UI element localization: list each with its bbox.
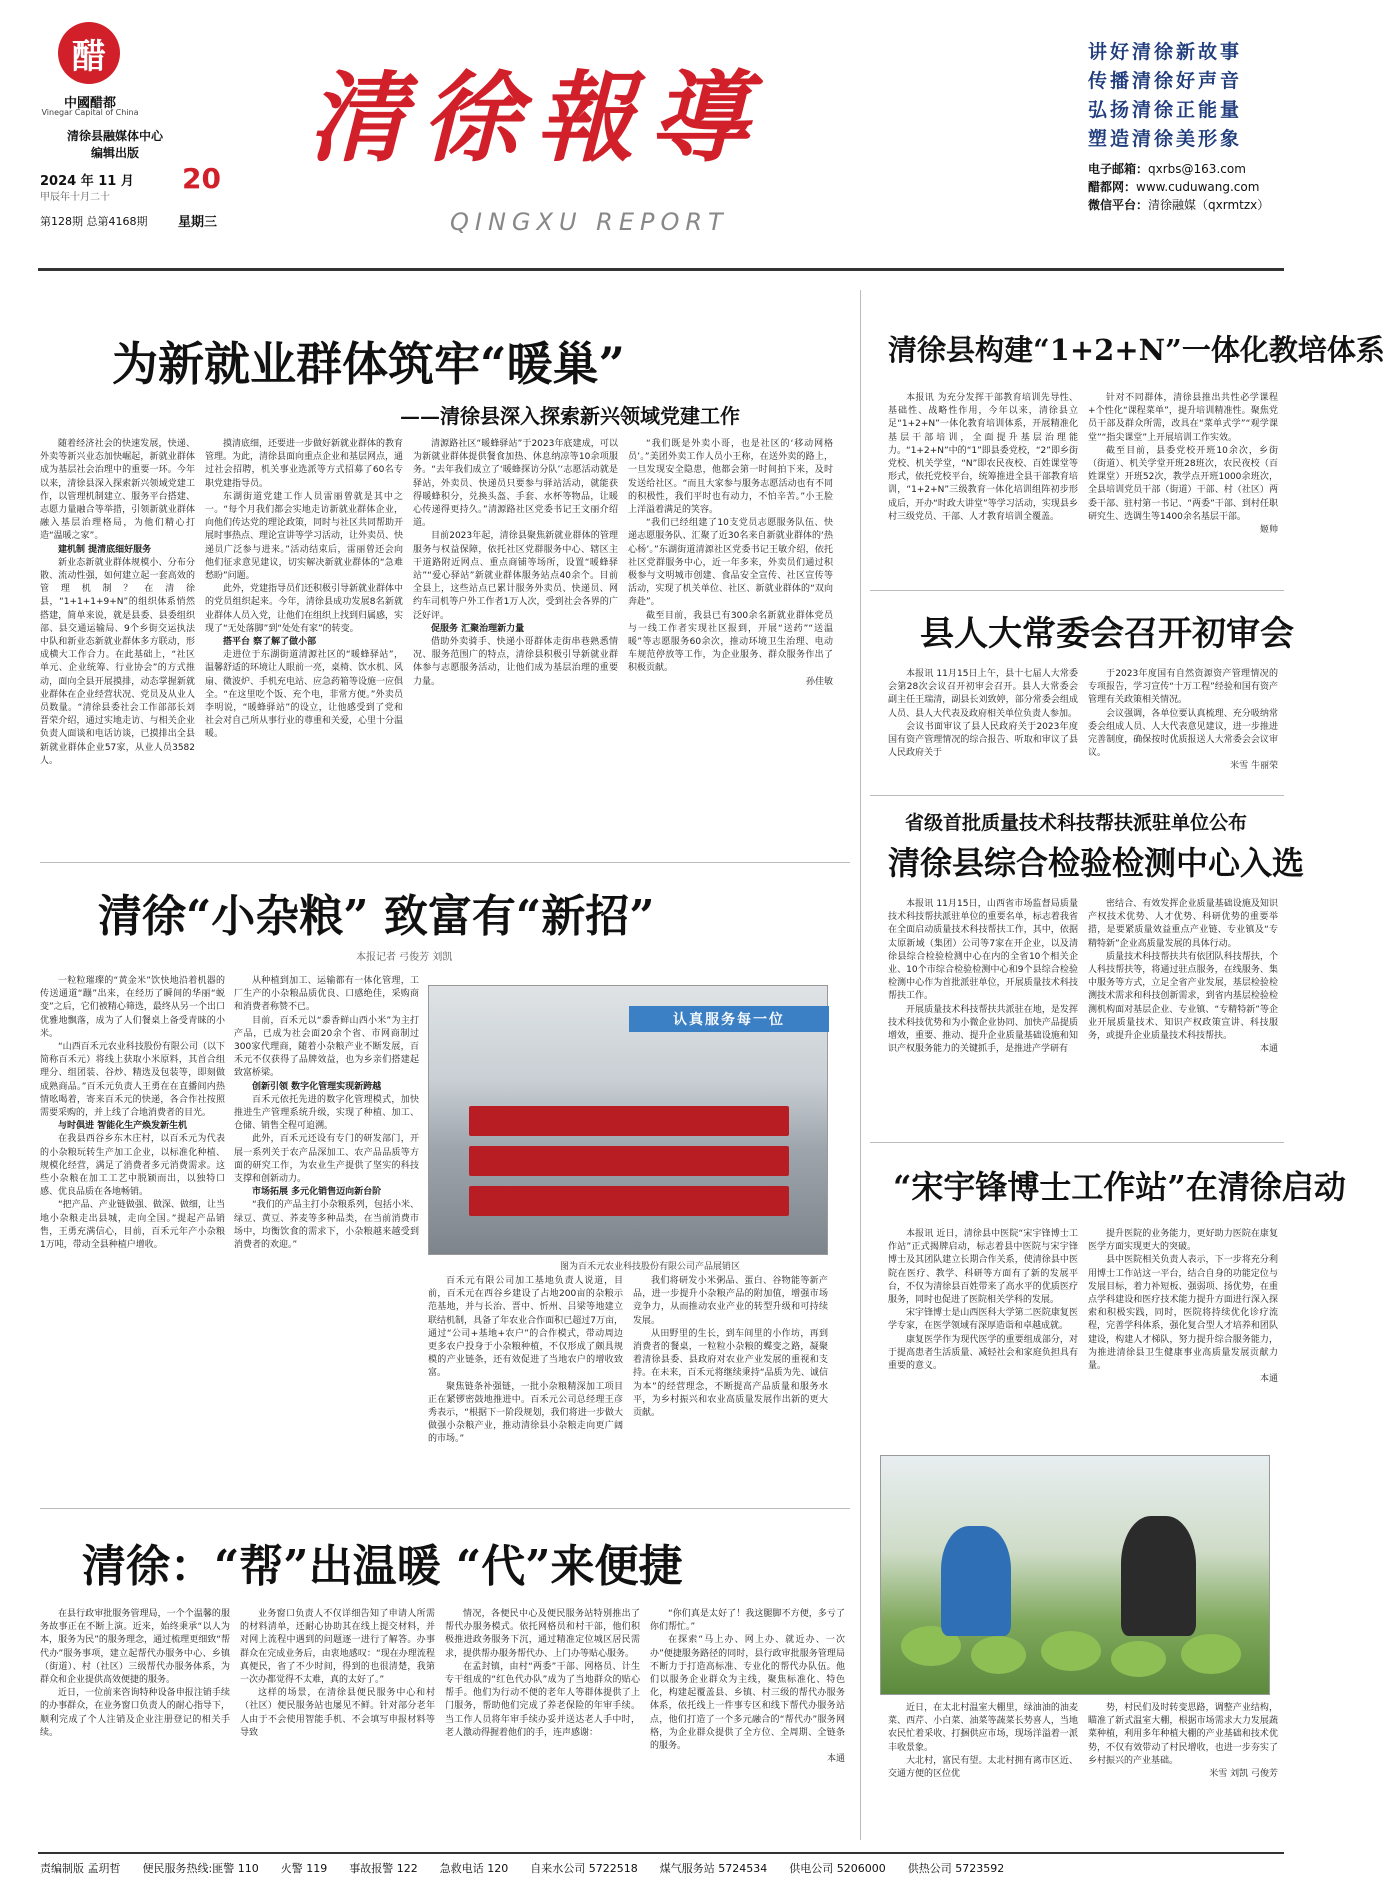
footer-item: 责编制版 孟玥哲	[40, 1862, 121, 1875]
article-1-subtitle: ——清徐县深入探索新兴领域党建工作	[400, 404, 740, 428]
section-heading: 建机制 提清底细好服务	[58, 544, 152, 555]
section-heading: 创新引领 数字化管理实现新跨越	[252, 1081, 382, 1092]
article-5-byline: 本报记者 弓俊芳 刘凯	[356, 952, 453, 963]
paragraph: 随着经济社会的快速发展，快递、外卖等新兴业态加快崛起，新就业群体成为基层社会治理中的重要一环。今年以来，清徐县深入探索新兴领域党建工作，以管理机制建立、服务平台搭建、志愿力量融合等举措，引领新就业群体融入基层治理格局，为他们精心打造“温暖之家”。	[40, 439, 195, 542]
email-label: 电子邮箱：	[1088, 162, 1149, 176]
lunar-date: 甲辰年十月二十	[40, 192, 110, 203]
article-6-col-2	[1088, 1228, 1278, 1433]
paragraph: 大北村，富民有望。太北村拥有离市区近、交通方便的区位优	[888, 1755, 1078, 1780]
footer-item: 煤气服务站 5724534	[659, 1862, 768, 1875]
paragraph: 百禾元依托先进的数字化管理模式，加快推进生产管理系统升级，实现了种植、加工、仓储、销售全程可追溯。	[234, 1094, 419, 1132]
paragraph: 开展质量技术科技帮扶共派驻在地，是发挥技术科技优势和为小微企业协同、加快产品提质增效，重要、推动、提升企业质量基础设施和知识产权服务能力的关键抓手，是推进产学研有	[888, 1004, 1078, 1055]
site-label: 醋都网：	[1088, 180, 1137, 194]
wechat-label: 微信平台：	[1088, 198, 1149, 212]
article-4-col-2	[1088, 898, 1278, 1133]
divider	[40, 862, 850, 863]
article-2-col-1	[888, 392, 1078, 582]
paragraph: 密结合、有效发挥企业质量基础设施及知识产权技术优势、人才优势、科研优势的重要举措，是要紧质量效益重点产业链、专业镇及“专精特新”企业高质量发展的具体行动。	[1088, 899, 1278, 949]
byline: 本通	[826, 1754, 845, 1765]
paragraph: 于2023年度国有自然资源资产管理情况的专项报告，学习宣传“十万工程”经验和国有资产管理有关政策相关情况。	[1088, 669, 1278, 706]
article-1-col-3	[413, 438, 618, 828]
logo-emblem	[58, 22, 120, 84]
issue-number: 第128期 总第4168期	[40, 215, 148, 228]
paragraph: 在我县西谷乡东木庄村，以百禾元为代表的小杂粮玩转生产加工企业，以标准化种植、规模化经营，满足了消费者多元消费需求。这些小杂粮在加工工艺中脱颖而出，以独特口感、优良品质在各地畅销。	[40, 1134, 225, 1198]
paragraph: 新业态新就业群体规模小、分布分散、流动性强，如何建立起一套高效的管理机制？在清徐县，“1+1+1+9+N”的组织体系悄然搭建，简单来说，就是县委、县委组织部、县交通运输局、9个乡街交运执法中队和新业态新就业群体多方联动，形成横大工作合力。在此基础上，“社区单元、企业统筹、行业协会”的方式推动，面向全县开展摸排，动态掌握新就业群体在企业经营状况、党员及从业人员数量。“清徐县委社会工作部部长刘晋荣介绍，通过实地走访、与相关企业负责人面谈和电话访谈，已摸排出全县新就业群体企业57家，从业人员3582人。	[40, 557, 195, 766]
article-1-col-1	[40, 438, 195, 828]
paragraph: 从田野里的生长，到车间里的小作坊，再到消费者的餐桌，一粒粒小杂粮的蝶变之路，凝聚着清徐县委、县政府对农业产业发展的重视和支持。在未来，百禾元将继续秉持“品质为先、诚信为本”的经营理念，不断提高产品质量和服务水平，为乡村振兴和农业高质量发展作出新的更大贡献。	[633, 1328, 828, 1419]
paragraph: 目前，百禾元以“黍香鲜山西小米”为主打产品，已成为社会面20余个省、市网商制过300家代理商，随着小杂粮产业不断发展，百禾元不仅获得了品牌效益，也为乡亲们搭建起致富桥梁。	[234, 1015, 419, 1079]
masthead-rule	[38, 268, 1284, 271]
paragraph: 在县行政审批服务管理局，一个个温馨的服务故事正在不断上演。近来，始终秉承“以人为本，服务为民”的服务理念，通过梳理更细致“帮代办”服务事项，建立起帮代办服务中心、乡镇（街道）、村（社区）三级帮代办服务体系，为群众和企业提供高效便捷的服务。	[40, 1609, 230, 1686]
paragraph: 百禾元有限公司加工基地负责人说道，目前，百禾元在西谷乡建设了占地200亩的杂粮示范基地，并与长治、晋中、忻州、吕梁等地建立联结机制，具备了年农业合作面积已超过7万亩，通过“公司+基地+农户”的合作模式，带动周边更多农户投身于小杂粮种植，不仅形成了颇具规模的产业链条，还有效促进了当地农户的增收致富。	[428, 1276, 623, 1379]
paragraph: “我们已经组建了10支党员志愿服务队伍、快递志愿服务队、汇聚了近30名来自新就业群体的‘热心杨’。”东湖街道清源社区党委书记王敏介绍，依托社区党群服务中心，近一年多来，外卖员们通过积极参与文明城市创建、食品安全宣传、社区宣传等活动，实现了机关单位、社区、新就业群体的“双向奔赴”。	[628, 518, 833, 608]
article-1-col-2	[205, 438, 403, 828]
paragraph: “山西百禾元农业科技股份有限公司（以下简称百禾元）将线上获取小米原料，其首合组理分、组团装、谷炒、精选及包装等，即刻做成熟商品。”百禾元负责人王勇在在直播间内热情吆喝着，寄来百禾元的快递，各合作社按照需要采购的，并上线了合地消费者的目光。	[40, 1042, 225, 1119]
article-7-title: 清徐：“帮”出温暖 “代”来便捷	[82, 1541, 683, 1592]
article-7-col-4	[650, 1608, 845, 1846]
article-4-title: 清徐县综合检验检测中心入选	[888, 844, 1305, 882]
paragraph: 康复医学作为现代医学的重要组成部分，对于提高患者生活质量、减轻社会和家庭负担具有重要的意义。	[888, 1334, 1078, 1372]
newspaper-flag: 清徐報導	[308, 61, 765, 176]
byline: 孙佳敏	[805, 676, 833, 687]
site-value: www.cuduwang.com	[1136, 180, 1260, 194]
contact-info	[1088, 160, 1269, 214]
article-3-title: 县人大常委会召开初审会	[920, 614, 1294, 654]
paragraph: 这样的场景，在清徐县便民服务中心和村（社区）便民服务站也屡见不鲜。针对部分老年人由于不会使用智能手机、不会填写申报材料等导致	[240, 1688, 435, 1738]
paragraph: 清源路社区“暖蜂驿站”于2023年底建成，可以为新就业群体提供餐食加热、休息纳凉等10余项服务。“去年我们成立了‘暖蜂探访分队’‘志愿活动就是驿站，外卖员、快递员只要参与驿站活动，就能获得暖蜂积分，兑换头盔、手套、水杯等物品，让暖心传递得更持久。”清源路社区党委书记王文丽介绍道。	[413, 439, 618, 529]
slogan: 弘扬清徐正能量	[1088, 99, 1243, 121]
divider	[870, 795, 1284, 796]
paragraph: 质量技术科技帮扶共有依团队科技帮扶，个人科技帮扶等，将通过驻点服务，在线服务、集中服务等方式，立足全省产业发展，基层检验检测技术需求和科技创新需求，到省内基层检验检测机构面对基层企业、专业镇、“专精特新”等企业开展质量技术、知识产权政策宣讲、科技服务，或提升企业质量技术科技帮扶。	[1088, 951, 1278, 1042]
footer-item: 便民服务热线:匪警 110	[142, 1862, 259, 1875]
paragraph: 会议书面审议了县人民政府关于2023年度国有资产管理情况的综合报告、听取和审议了县人民政府关于	[888, 721, 1078, 759]
paragraph: 我们将研发小米粥品、蛋白、谷物能等新产品，进一步提升小杂粮产品的附加值，增强市场竞争力，从而推动农业产业的转型升级和可持续发展。	[633, 1276, 828, 1326]
slogans	[1088, 38, 1242, 154]
article-8-col-2	[1088, 1702, 1278, 1842]
article-4-kicker: 省级首批质量技术科技帮扶派驻单位公布	[905, 812, 1248, 834]
article-7-col-1	[40, 1608, 230, 1846]
paragraph: 一粒粒璀璨的“黄金米”饮快地沿着机器的传送通道“蹦”出来，在经历了瞬间的华丽“蜕变”之后，它们被精心筛选，最终从另一个出口优雅地飘落，成为了人们餐桌上备受青睐的小米。	[40, 976, 225, 1039]
paragraph: “把产品、产业链做强、做深、做细，让当地小杂粮走出县城，走向全国。”提起产品销售，王勇充满信心，目前，百禾元年产小杂粮1万吨，带动全县种植户增收。	[40, 1200, 225, 1251]
logo-char: 醋	[72, 36, 106, 77]
article-6-col-1	[888, 1228, 1078, 1433]
paragraph: 目前2023年起，清徐县聚焦新就业群体的管理服务与权益保障，依托社区党群服务中心、辖区主干道路附近网点、重点商铺等场所，设置“暖蜂驿站”“爱心驿站”新就业群体服务站点40余个。目前全县上，这些站点已累计服务外卖员、快递员、网约车司机等户外工作者1万人次，受到社会各界的广泛好评。	[413, 531, 618, 621]
newspaper-flag-latin: QINGXU REPORT	[450, 208, 729, 236]
email-value: qxrbs@163.com	[1148, 162, 1246, 176]
paragraph: 针对不同群体，清徐县推出共性必学课程+个性化“课程菜单”，提升培训精准性。聚焦党员干部及群众所需，改具在“菜单式学”“观学课堂”“指尖课堂”上开展培训工作实效。	[1088, 393, 1278, 443]
publisher	[40, 128, 190, 162]
article-4-col-1	[888, 898, 1078, 1133]
section-heading: 促服务 汇聚治理新力量	[431, 623, 525, 634]
paragraph: 借助外卖骑手、快递小哥群体走街串巷熟悉情况、服务范围广的特点，清徐县积极引导新就业群体参与志愿服务活动，让他们成为基层治理的重要力量。	[413, 637, 618, 687]
footer-service-lines	[40, 1860, 1280, 1876]
footer-item: 供电公司 5206000	[789, 1862, 886, 1875]
wechat-value: 清徐融媒（qxrmtzx）	[1148, 198, 1270, 212]
paragraph: 会议强调，各单位要认真梳理、充分吸纳常委会组成人员、人大代表意见建议，进一步推进完善制度，确保按时优质报送人大常委会会议审议。	[1088, 708, 1278, 759]
paragraph: 聚焦链条补强链，一批小杂粮精深加工项目正在紧锣密鼓地推进中。百禾元公司总经理王彦秀表示，“根据下一阶段规划，我们将进一步做大做强小杂粮产业，推动清徐县小杂粮走向更广阔的市场。”	[428, 1381, 623, 1445]
paragraph: 宋宇锋博士是山西医科大学第二医院康复医学专家，在医学领域有深厚造诣和卓越成就。	[888, 1308, 1078, 1332]
slogan: 讲好清徐新故事	[1088, 41, 1243, 63]
paragraph: “我们既是外卖小哥，也是社区的‘移动网格员’。”美团外卖工作人员小王称，在送外卖的路上，一旦发现安全隐患，他都会第一时间拍下来，及时发送给社区。“而且大家参与服务志愿活动也有不同的积极性，我们平时也有动力，不怕辛苦。”小王脸上洋溢着满足的笑容。	[628, 439, 833, 516]
paragraph: 本报讯 为充分发挥干部教育培训先导性、基础性、战略性作用，今年以来，清徐县立足“1+2+N”一体化教育培训体系，开展精准化基层干部培训，全面提升基层治理能力。“1+2+N”中的“1”即县委党校，“2”即乡街党校、机关学堂，“N”即农民夜校、百姓课堂等形式，依托党校平台，统筹推进全县干部教育培训，“1+2+N”三级教育一体化培训组阵初步形成后，开办“时政大讲堂”等学习活动，实现县乡村三级党员、干部、人才教育培训全覆盖。	[888, 393, 1078, 522]
footer-rule	[38, 1852, 1284, 1854]
paragraph: 业务窗口负责人不仅详细告知了申请人所需的材料清单，还耐心协助其在线上提交材料，并对网上流程中遇到的问题逐一进行了解答。办事群众在完成业务后，由衷地感叹：“现在办理流程真便民，省了不少时间，得到的也很清楚，我第一次办都觉得不太难，真的太好了。”	[240, 1609, 435, 1686]
slogan: 传播清徐好声音	[1088, 70, 1243, 92]
section-heading: 与时俱进 智能化生产焕发新生机	[58, 1121, 188, 1132]
article-5-col-2	[234, 975, 419, 1495]
paragraph: 截至目前，我县已有300余名新就业群体党员与一线工作者实现社区报到，开展“送药”“送温暖”等志愿服务60余次，推动环境卫生治理、电动车规范停放等工作，为企业服务、群众服务作出了积极贡献。	[628, 610, 833, 674]
brand-subtitle: Vinegar Capital of China	[41, 108, 139, 117]
paragraph: 本报讯 11月15日上午，县十七届人大常委会第28次会议召开初审会召开。县人大常委会副主任王瑞清，副县长刘致婷，部分常委会组成人员、县人大代表及政府相关单位负责人参加。	[888, 669, 1078, 719]
footer-item: 急救电话 120	[439, 1862, 509, 1875]
paragraph: 在探索“马上办、网上办、就近办、一次办”便捷服务路径的同时，县行政审批服务管理局不断力于打造高标准、专业化的帮代办队伍。他们以服务企业群众为主线，聚焦标准化、特色化，构建起覆盖县、乡镇、村三级的帮代办服务体系，依托线上一件事专区和线下帮代办服务站点，他们打造了一个多元融合的“帮代办”服务网格，为企业群众提供了全方位、全周期、全链条的服务。	[650, 1635, 845, 1752]
paragraph: 近日，在太北村温室大棚里，绿油油的油麦菜、西芹、小白菜、油菜等蔬菜长势喜人，当地农民忙着采收、打捆供应市场，现场洋溢着一派丰收景象。	[888, 1703, 1078, 1753]
divider	[870, 1142, 1284, 1143]
paragraph: 本报讯 11月15日，山西省市场监督局质量技术科技帮扶派驻单位的重要名单，标志着我省在全面启动质量技术科技帮扶工作，其中，依据太原新域（集团）公司等7家在开企业，以及清徐县综合检验检测中心在内的全省10个相关企业、10个市综合检验检测中心和9个县综合检验检测中心作为首批派驻单位，开展质量技术科技帮扶工作。	[888, 899, 1078, 1002]
section-heading: 搭平台 察了解了做小部	[223, 637, 317, 648]
greenhouse-vegetable-photo	[880, 1455, 1270, 1695]
paragraph: 摸清底细，还要进一步做好新就业群体的教育管理。为此，清徐县面向重点企业和基层网点，通过社会招聘，机关事业选派等方式招募了60名专职党建指导员。	[205, 439, 404, 489]
paragraph: 情况，各便民中心及便民服务站特别推出了帮代办服务模式。依托网格员和村干部，他们积极推进政务服务下沉，通过精准定位城区居民需求，提供帮办服务帮代办、上门办等贴心服务。	[445, 1609, 640, 1659]
byline: 米雪 牛丽荣	[1230, 761, 1278, 772]
article-7-col-3	[445, 1608, 640, 1846]
brand-name: 中國醋都	[63, 96, 116, 111]
paragraph: 在孟封镇，由村“两委”干部、网格员、计生专干组成的“红色代办队”成为了当地群众的贴心帮手。他们为行动不便的老年人等群体提供了上门服务，帮助他们完成了养老保险的年审手续。当工作人员将年审手续办妥并送达老人手中时，老人激动得握着他们的手，连声感谢：	[445, 1661, 640, 1738]
byline: 本通	[1259, 1374, 1278, 1385]
paragraph: 此外，党建指导员们还积极引导新就业群体中的党员组织起来。今年，清徐县成功发展8名新就业群体人员入党，让他们在组织上找到归属感，实现了“无处落脚”到“处处有家”的转变。	[205, 584, 404, 634]
footer-item: 火警 119	[280, 1862, 328, 1875]
article-2-title: 清徐县构建“1+2+N”一体化教培体系	[888, 333, 1385, 367]
issue-date-year-month: 2024 年 11 月	[40, 174, 134, 189]
article-5-title: 清徐“小杂粮” 致富有“新招”	[98, 891, 655, 942]
weekday: 星期三	[178, 215, 218, 230]
footer-item: 事故报警 122	[349, 1862, 418, 1875]
photo-caption: 图为百禾元农业科技股份有限公司产品展销区	[560, 1262, 741, 1272]
slogan: 塑造清徐美形象	[1088, 128, 1243, 150]
photo-banner: 认真服务每一位	[629, 1006, 829, 1032]
article-5-col-1	[40, 975, 225, 1495]
column-divider	[860, 290, 861, 1840]
article-1-title: 为新就业群体筑牢“暖巢”	[112, 337, 625, 391]
article-5-col-4	[633, 1275, 828, 1495]
paragraph: 从种植到加工、运输都有一体化管理，工厂生产的小杂粮品质优良、口感绝佳，采购商和消费者称赞不已。	[234, 976, 419, 1013]
section-heading: 市场拓展 多元化销售迈向新台阶	[252, 1187, 382, 1198]
product-showroom-photo	[428, 985, 828, 1255]
issue-date-day: 20	[182, 162, 221, 195]
byline: 本通	[1259, 1044, 1278, 1055]
article-5-col-3	[428, 1275, 623, 1495]
article-3-col-1	[888, 668, 1078, 788]
paragraph: “我们的产品主打小杂粮系列，包括小米、绿豆、黄豆、荞麦等多种品类，在当前消费市场中，均衡饮食的需求下，小杂粮越来越受到消费者的欢迎。”	[234, 1200, 419, 1251]
paragraph: 县中医院相关负责人表示，下一步将充分利用博士工作站这一平台，结合自身的功能定位与发展目标，着力补短板、强弱项、扬优势，在重点学科建设和医疗技术能力提升方面进行深入探索和积极实践，同时，医院将持续优化诊疗流程，完善学科体系，强化复合型人才培养和团队建设，构建人才梯队，努力提升综合服务能力，为推进清徐县卫生健康事业高质量发展贡献力量。	[1088, 1255, 1278, 1372]
publisher-line-1: 清徐县融媒体中心	[66, 129, 163, 143]
byline: 米雪 刘凯 弓俊芳	[1209, 1769, 1278, 1780]
article-1-col-4	[628, 438, 833, 828]
article-3-col-2	[1088, 668, 1278, 788]
paragraph: 此外，百禾元还设有专门的研发部门，开展一系列关于农产品深加工、农产品品质等方面的研究工作，为农业生产提供了坚实的科技支撑和创新动力。	[234, 1134, 419, 1185]
paragraph: 近日，一位前来咨询特种设备申报注销手续的办事群众，在业务窗口负责人的耐心指导下，顺利完成了个人注销及企业注册登记的相关手续。	[40, 1688, 230, 1738]
paragraph: 东湖街道党建工作人员雷丽曾就是其中之一。“每个月我们都会实地走访新就业群体企业，向他们传达党的理论政策，同时与社区共同帮助开展时事热点、理论宣讲等学习活动，让外卖员、快递员广泛参与进来。”活动结束后，雷丽曾还会向他们征求意见建议，切实解决新就业群体的“急难愁盼”问题。	[205, 491, 404, 582]
paragraph: “你们真是太好了！我这腿脚不方便，多亏了你们帮忙。”	[650, 1609, 845, 1633]
paragraph: 本报讯 近日，清徐县中医院“宋宇锋博士工作站”正式揭牌启动，标志着县中医院与宋宇锋博士及其团队建立长期合作关系，使清徐县中医院在医疗、教学、科研等方面有了新的发展平台，不仅为清徐县百姓带来了高水平的优质医疗服务，同时也促进了医院相关学科的发展。	[888, 1229, 1078, 1306]
divider	[40, 1508, 850, 1509]
paragraph: 走进位于东湖街道清源社区的“暖蜂驿站”，温馨舒适的环境让人眼前一亮，桌椅、饮水机、风扇、微波炉、手机充电站、应急药箱等设施一应俱全。“在这里吃个饭、充个电，非常方便。”外卖员李明说，“暖蜂驿站”的设立，让他感受到了党和社会对自己所从事行业的尊重和关爱，心里十分温暖。	[205, 650, 404, 740]
paragraph: 提升医院的业务能力，更好助力医院在康复医学方面实现更大的突破。	[1088, 1229, 1278, 1253]
paragraph: 截至目前，县委党校开班10余次，乡街（街道）、机关学堂开班28班次，农民夜校（百姓课堂）开班52次，教学点开班1000余班次，全县培训党员干部（街道）干部、村（社区）两委干部、驻村第一书记、“两委”干部、到村任职研究生、选调生等1400余名基层干部。	[1088, 445, 1278, 522]
paragraph: 势，村民们及时转变思路，调整产业结构，瞄准了新式温室大棚，根据市场需求大力发展蔬菜种植，利用多年种植大棚的产业基础和技术优势，不仅有效带动了村民增收，也进一步夯实了乡村振兴的产业基础。	[1088, 1703, 1278, 1766]
footer-item: 供热公司 5723592	[907, 1862, 1005, 1875]
divider	[870, 590, 1284, 591]
article-8-col-1	[888, 1702, 1078, 1842]
article-6-title: “宋宇锋博士工作站”在清徐启动	[893, 1168, 1346, 1206]
article-2-col-2	[1088, 392, 1278, 582]
article-7-col-2	[240, 1608, 435, 1846]
byline: 姬帅	[1259, 525, 1278, 536]
footer-item: 自来水公司 5722518	[530, 1862, 638, 1875]
publisher-line-2: 编辑出版	[90, 146, 139, 160]
